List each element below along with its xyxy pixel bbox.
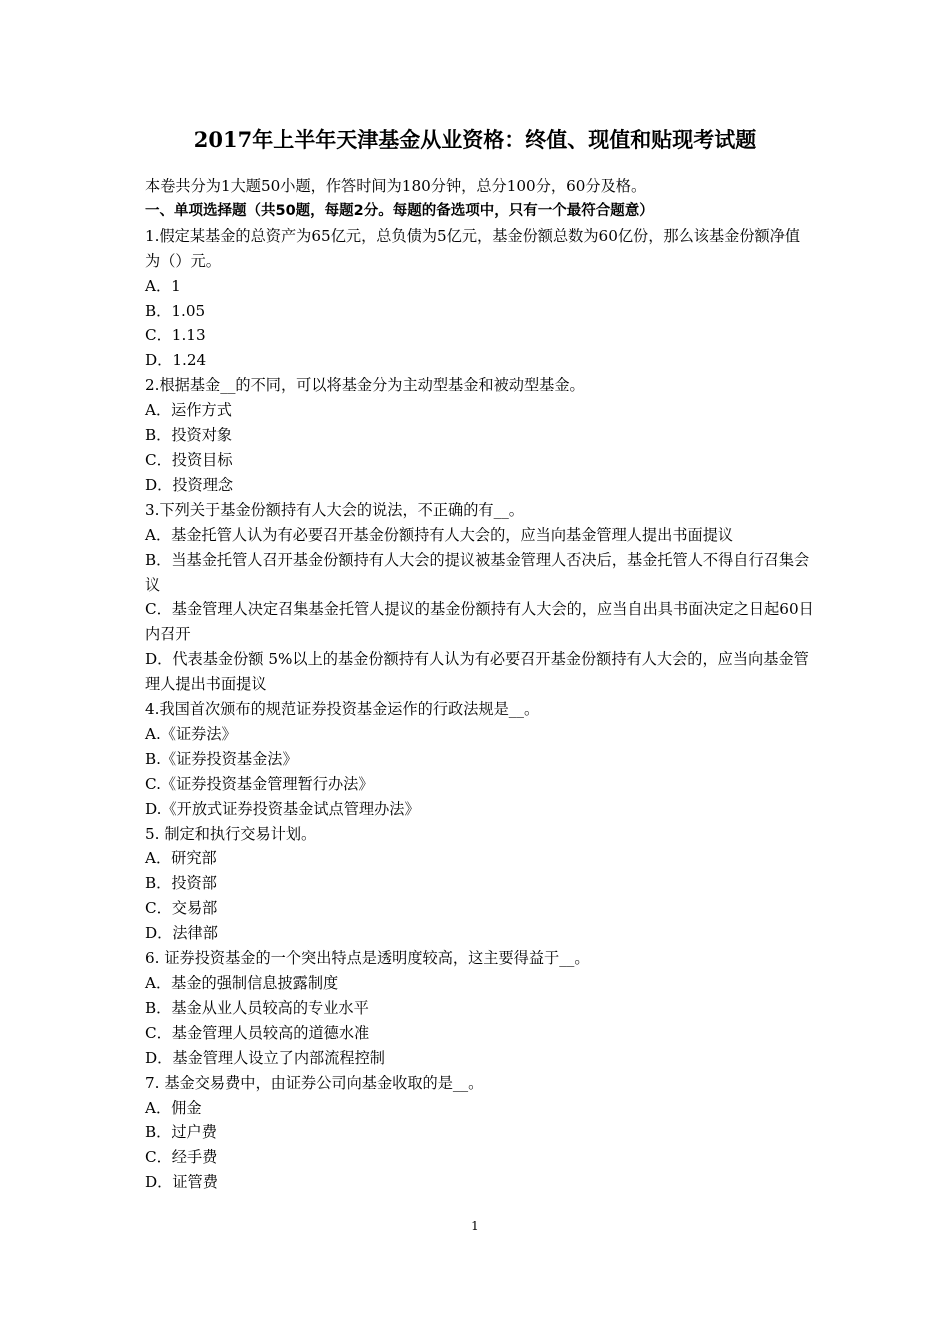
question-stem: 1.假定某基金的总资产为65亿元，总负债为5亿元，基金份额总数为60亿份，那么该基金份额净值为（）元。 xyxy=(145,226,801,270)
option-b: B．当基金托管人召开基金份额持有人大会的提议被基金管理人否决后，基金托管人不得自行召集会议 xyxy=(145,550,810,594)
option-a: A．基金的强制信息披露制度 xyxy=(145,974,339,992)
option-c: C．经手费 xyxy=(145,1148,218,1167)
question-stem: 6. 证券投资基金的一个突出特点是透明度较高，这主要得益于__。 xyxy=(145,949,590,968)
page-number: 1 xyxy=(471,1219,479,1233)
question-stem: 4.我国首次颁布的规范证券投资基金运作的行政法规是__。 xyxy=(145,700,540,719)
option-a: A．基金托管人认为有必要召开基金份额持有人大会的，应当向基金管理人提出书面提议 xyxy=(145,525,734,544)
option-d: D．法律部 xyxy=(145,924,218,943)
option-a: A.《证券法》 xyxy=(145,724,237,743)
option-a: A．1 xyxy=(145,276,181,295)
option-c: C.《证券投资基金管理暂行办法》 xyxy=(145,774,374,793)
option-a: A．运作方式 xyxy=(145,401,232,420)
question-stem: 3.下列关于基金份额持有人大会的说法，不正确的有__。 xyxy=(145,500,524,519)
question-5 xyxy=(145,822,815,947)
section-heading: 一、单项选择题（共50题，每题2分。每题的备选项中，只有一个最符合题意） xyxy=(145,202,654,219)
question-3 xyxy=(145,498,815,697)
option-c: C．基金管理人员较高的道德水准 xyxy=(145,1023,370,1042)
option-d: D．代表基金份额 5%以上的基金份额持有人认为有必要召开基金份额持有人大会的，应当向基金管理人提出书面提议 xyxy=(145,650,809,694)
option-a: A．佣金 xyxy=(145,1098,202,1117)
option-d: D．投资理念 xyxy=(145,475,234,494)
document-body xyxy=(145,174,815,1195)
question-7 xyxy=(145,1071,815,1196)
document-title: 2017年上半年天津基金从业资格：终值、现值和贴现考试题 xyxy=(193,127,757,152)
option-b: B．投资对象 xyxy=(145,426,233,445)
option-d: D．基金管理人设立了内部流程控制 xyxy=(145,1048,385,1067)
question-1 xyxy=(145,224,815,373)
option-c: C．基金管理人决定召集基金托管人提议的基金份额持有人大会的，应当自出具书面决定之日起60日内召开 xyxy=(145,600,814,644)
option-c: C．1.13 xyxy=(145,326,206,345)
exam-intro: 本卷共分为1大题50小题，作答时间为180分钟，总分100分，60分及格。 xyxy=(145,177,647,195)
option-d: D．证管费 xyxy=(145,1173,218,1192)
option-d: D.《开放式证券投资基金试点管理办法》 xyxy=(145,799,420,818)
question-stem: 7. 基金交易费中，由证券公司向基金收取的是__。 xyxy=(145,1073,484,1092)
option-b: B.《证券投资基金法》 xyxy=(145,749,298,768)
option-b: B．基金从业人员较高的专业水平 xyxy=(145,998,369,1017)
question-stem: 2.根据基金__的不同，可以将基金分为主动型基金和被动型基金。 xyxy=(145,376,585,395)
question-2 xyxy=(145,373,815,498)
option-b: B．投资部 xyxy=(145,874,217,893)
question-stem: 5. 制定和执行交易计划。 xyxy=(145,824,317,843)
option-c: C．交易部 xyxy=(145,899,218,918)
question-6 xyxy=(145,946,815,1071)
option-d: D．1.24 xyxy=(145,351,207,370)
option-b: B．1.05 xyxy=(145,301,206,320)
option-a: A．研究部 xyxy=(145,849,217,868)
option-c: C．投资目标 xyxy=(145,450,233,469)
question-4 xyxy=(145,697,815,822)
option-b: B．过户费 xyxy=(145,1123,217,1142)
